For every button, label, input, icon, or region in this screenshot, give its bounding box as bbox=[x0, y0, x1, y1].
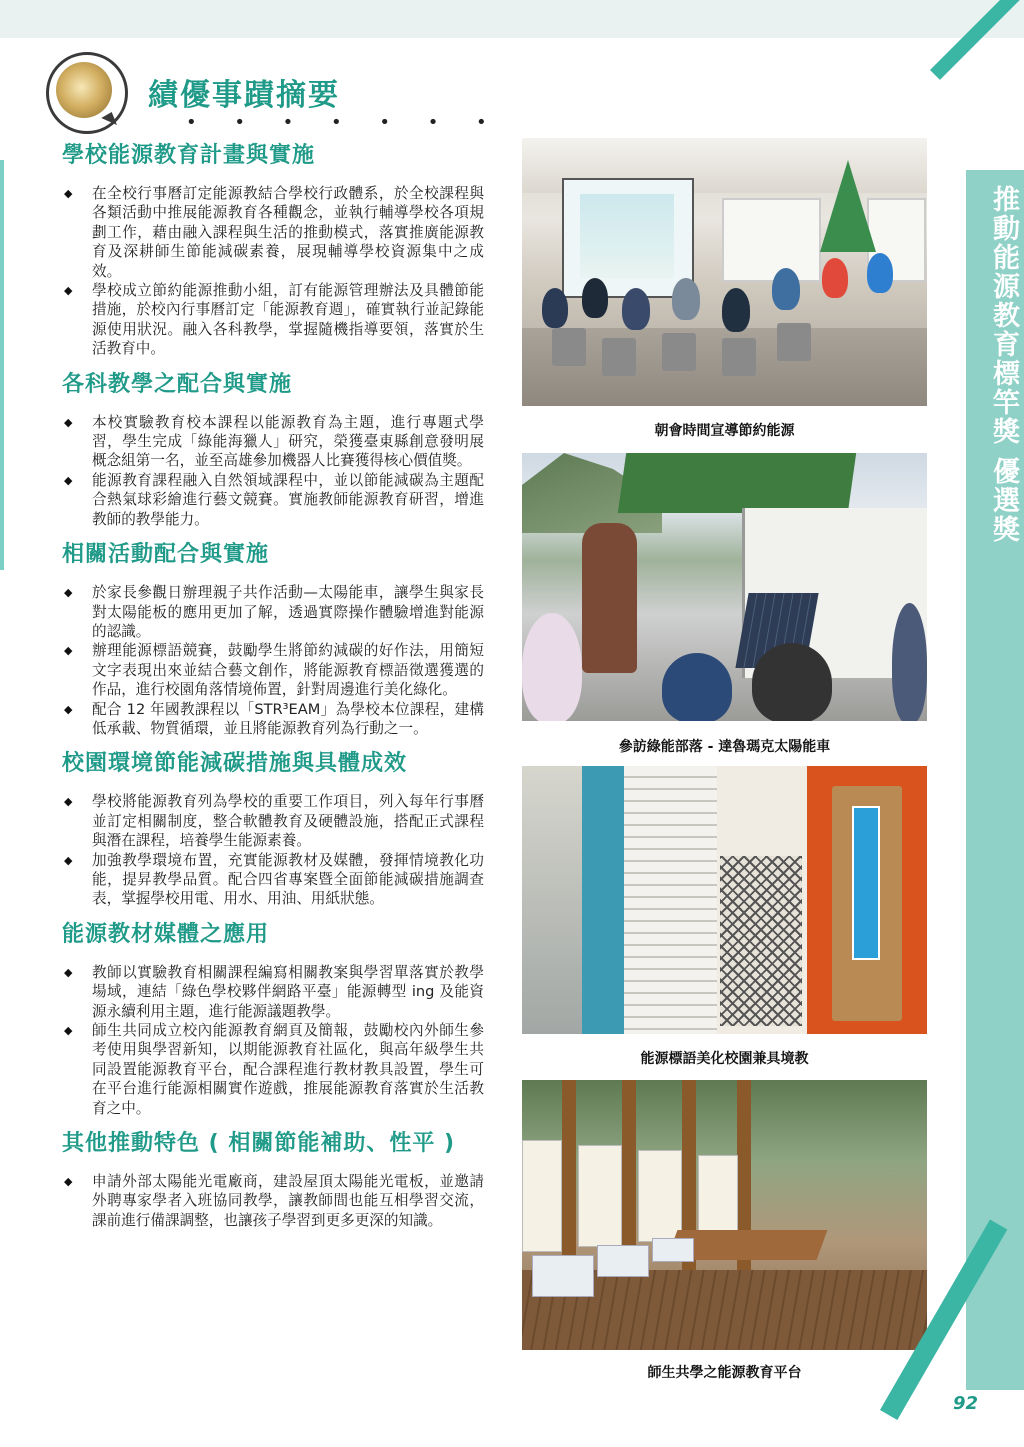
list-item: ◆ 教師以實驗教育相關課程編寫相關教案與學習單落實於教學場域，連結「綠色學校夥伴網路平臺」能源轉型 ing 及能資源永續利用主題，進行能源議題教學。 bbox=[62, 963, 484, 1021]
photo-solar-car-visit bbox=[522, 453, 927, 721]
section-heading: 各科教學之配合與實施 bbox=[62, 371, 293, 397]
main-content bbox=[62, 140, 484, 1240]
section-heading: 能源教材媒體之應用 bbox=[62, 921, 270, 947]
award-logo bbox=[46, 52, 128, 134]
bullet-list bbox=[62, 184, 484, 359]
bullet-list bbox=[62, 583, 484, 738]
title-dots: • • • • • • • bbox=[186, 112, 503, 133]
section-heading: 相關活動配合與實施 bbox=[62, 542, 270, 568]
bullet-list bbox=[62, 1172, 484, 1230]
bullet-list bbox=[62, 792, 484, 908]
photo-caption: 參訪綠能部落 - 達魯瑪克太陽能車 bbox=[618, 739, 831, 755]
section-heading: 校園環境節能減碳措施與具體成效 bbox=[62, 751, 408, 777]
page-number: 92 bbox=[953, 1393, 979, 1414]
photo-caption: 朝會時間宣導節約能源 bbox=[654, 423, 795, 439]
photo-assembly-classroom bbox=[522, 138, 927, 406]
photo-energy-slogan bbox=[522, 766, 927, 1034]
bullet-list bbox=[62, 413, 484, 529]
list-item: ◆ 在全校行事曆訂定能源教結合學校行政體系，於全校課程與各類活動中推展能源教育各種觀念，並執行輔導學校各項規劃工作，藉由融入課程與生活的推動模式，落實推廣能源教育及深耕師生節能減碳素養，展現輔導學校資源集中之成效。 bbox=[62, 184, 484, 281]
list-item: ◆ 學校將能源教育列為學校的重要工作項目，列入每年行事曆並訂定相關制度，整合軟體教育及硬體設施，搭配正式課程與潛在課程，培養學生能源素養。 bbox=[62, 792, 484, 850]
list-item: ◆ 於家長參觀日辦理親子共作活動—太陽能車，讓學生與家長對太陽能板的應用更加了解，透過實際操作體驗增進對能源的認識。 bbox=[62, 583, 484, 641]
page-title: 績優事蹟摘要 bbox=[148, 78, 340, 113]
section-heading: 其他推動特色 ( 相關節能補助、性平 ) bbox=[62, 1131, 456, 1157]
photo-caption: 能源標語美化校園兼具境教 bbox=[640, 1051, 809, 1067]
list-item: ◆ 配合 12 年國教課程以「STR³EAM」為學校本位課程，建構低承載、物質循環，並且將能源教育列為行動之一。 bbox=[62, 700, 484, 739]
bullet-list bbox=[62, 963, 484, 1118]
clover-logo-icon bbox=[56, 62, 112, 118]
left-accent-line bbox=[0, 160, 4, 570]
list-item: ◆ 申請外部太陽能光電廠商，建設屋頂太陽能光電板，並邀請外聘專家學者入班協同教學，讓教師間也能互相學習交流，課前進行備課調整，也讓孩子學習到更多更深的知識。 bbox=[62, 1172, 484, 1230]
photo-caption: 師生共學之能源教育平台 bbox=[647, 1365, 802, 1381]
list-item: ◆ 本校實驗教育校本課程以能源教育為主題，進行專題式學習，學生完成「綠能海獵人」研究，榮獲臺東縣創意發明展概念組第一名，並至高雄參加機器人比賽獲得核心價值獎。 bbox=[62, 413, 484, 471]
top-band bbox=[0, 0, 1024, 38]
list-item: ◆ 能源教育課程融入自然領域課程中，並以節能減碳為主題配合熱氣球彩繪進行藝文競賽。實施教師能源教育研習，增進教師的教學能力。 bbox=[62, 471, 484, 529]
list-item: ◆ 學校成立節約能源推動小組，訂有能源管理辦法及具體節能措施，於校內行事曆訂定「能源教育週」，確實執行並記錄能源使用狀況。融入各科教學，掌握隨機指導要領，落實於生活教育中。 bbox=[62, 281, 484, 359]
photo-energy-platform bbox=[522, 1080, 927, 1350]
list-item: ◆ 加強教學環境布置，充實能源教材及媒體，發揮情境教化功能，提昇教學品質。配合四省專案暨全面節能減碳措施調查表，掌握學校用電、用水、用油、用紙狀態。 bbox=[62, 851, 484, 909]
list-item: ◆ 辦理能源標語競賽，鼓勵學生將節約減碳的好作法，用簡短文字表現出來並結合藝文創作，將能源教育標語徵選獲選的作品，進行校園角落情境佈置，針對周邊進行美化綠化。 bbox=[62, 641, 484, 699]
list-item: ◆ 師生共同成立校內能源教育網頁及簡報，鼓勵校內外師生參考使用與學習新知，以期能源教育社區化，與高年級學生共同設置能源教育平台，配合課程進行教材教具設置，學生可在平台進行能源相關實作遊戲，推展能源教育落實於生活教育之中。 bbox=[62, 1021, 484, 1118]
side-award-title: 推動能源教育標竿獎 優選獎 bbox=[988, 185, 1019, 545]
section-heading: 學校能源教育計畫與實施 bbox=[62, 143, 316, 168]
